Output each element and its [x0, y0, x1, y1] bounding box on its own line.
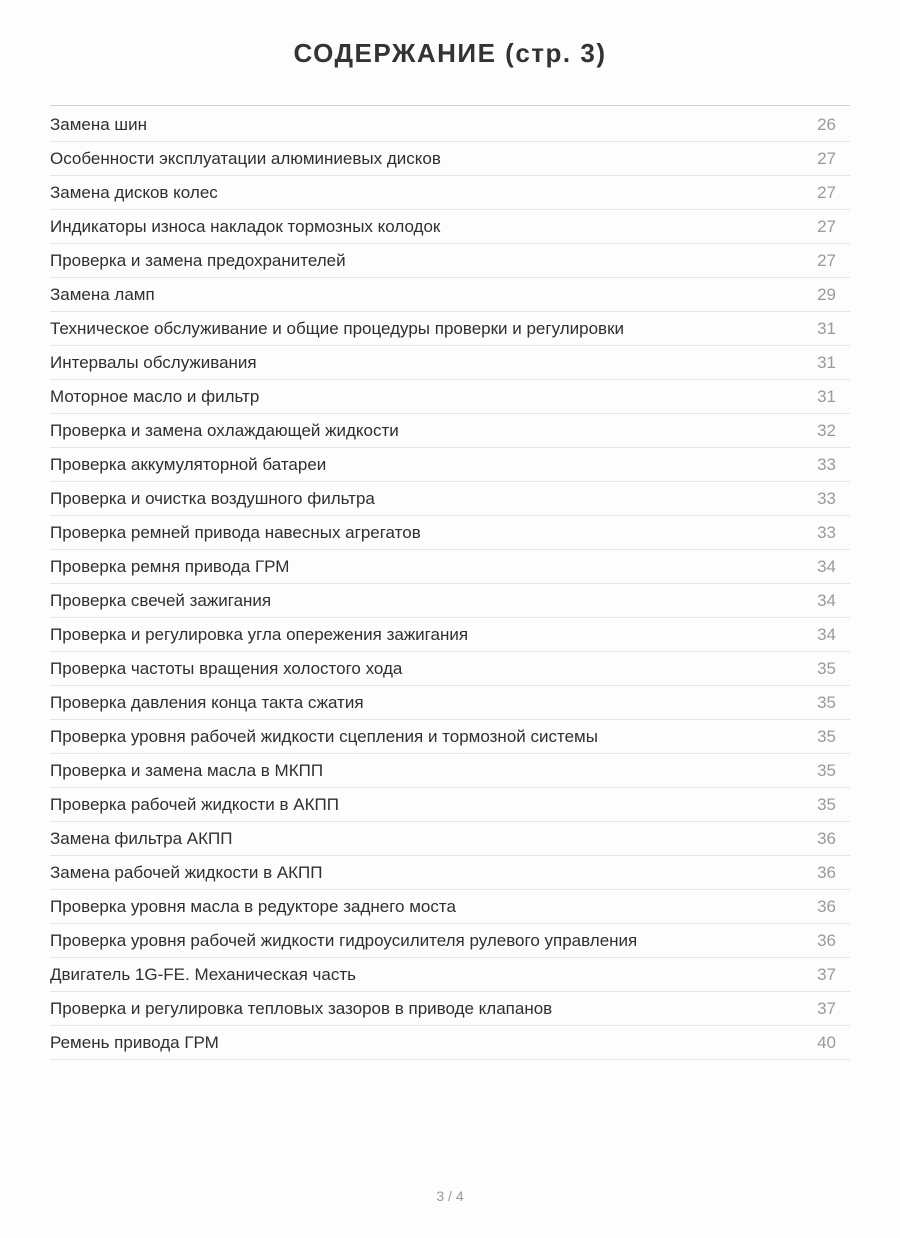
toc-entry-label: Особенности эксплуатации алюминиевых дисков	[50, 149, 441, 168]
toc-entry-label: Замена дисков колес	[50, 183, 218, 202]
toc-entry[interactable]	[50, 482, 850, 516]
toc-entry-label: Индикаторы износа накладок тормозных колодок	[50, 217, 441, 236]
title-divider	[50, 105, 850, 106]
toc-entry-label: Проверка и регулировка тепловых зазоров в приводе клапанов	[50, 999, 553, 1018]
toc-entry-page: 37	[817, 964, 836, 984]
toc-entry[interactable]	[50, 244, 850, 278]
toc-entry-page: 27	[817, 250, 836, 270]
toc-entry-page: 26	[817, 114, 836, 134]
toc-entry-page: 36	[817, 896, 836, 916]
toc-entry-label: Проверка уровня рабочей жидкости гидроусилителя рулевого управления	[50, 931, 638, 950]
toc-entry-label: Проверка свечей зажигания	[50, 591, 272, 610]
toc-entry-label: Проверка ремня привода ГРМ	[50, 557, 290, 576]
toc-entry-page: 35	[817, 760, 836, 780]
toc-entry[interactable]	[50, 890, 850, 924]
toc-list	[50, 108, 850, 1060]
toc-entry-label: Замена шин	[50, 115, 147, 134]
toc-entry[interactable]	[50, 754, 850, 788]
toc-entry-page: 32	[817, 420, 836, 440]
toc-entry-label: Проверка частоты вращения холостого хода	[50, 659, 403, 678]
toc-entry-label: Замена фильтра АКПП	[50, 829, 233, 848]
toc-entry[interactable]	[50, 720, 850, 754]
toc-entry-page: 36	[817, 828, 836, 848]
toc-entry-label: Интервалы обслуживания	[50, 353, 257, 372]
toc-entry-label: Замена рабочей жидкости в АКПП	[50, 863, 323, 882]
toc-entry[interactable]	[50, 584, 850, 618]
toc-entry-label: Проверка давления конца такта сжатия	[50, 693, 364, 712]
toc-entry[interactable]	[50, 108, 850, 142]
toc-entry-label: Проверка и замена охлаждающей жидкости	[50, 421, 399, 440]
toc-entry[interactable]	[50, 686, 850, 720]
toc-entry-page: 31	[817, 318, 836, 338]
toc-entry-page: 33	[817, 454, 836, 474]
toc-entry-page: 29	[817, 284, 836, 304]
toc-entry-page: 37	[817, 998, 836, 1018]
toc-entry-label: Проверка рабочей жидкости в АКПП	[50, 795, 339, 814]
toc-entry-label: Проверка и замена предохранителей	[50, 251, 346, 270]
toc-entry[interactable]	[50, 516, 850, 550]
toc-entry-page: 40	[817, 1032, 836, 1052]
toc-entry[interactable]	[50, 856, 850, 890]
toc-entry-page: 33	[817, 488, 836, 508]
toc-entry-page: 35	[817, 658, 836, 678]
toc-entry[interactable]	[50, 176, 850, 210]
toc-entry-page: 27	[817, 182, 836, 202]
toc-entry-page: 31	[817, 386, 836, 406]
toc-entry-label: Проверка и замена масла в МКПП	[50, 761, 324, 780]
toc-entry-page: 36	[817, 862, 836, 882]
toc-page	[0, 38, 900, 1060]
toc-entry-page: 35	[817, 794, 836, 814]
toc-entry[interactable]	[50, 958, 850, 992]
toc-entry-page: 34	[817, 624, 836, 644]
toc-entry-page: 27	[817, 148, 836, 168]
toc-entry[interactable]	[50, 618, 850, 652]
toc-entry[interactable]	[50, 312, 850, 346]
toc-entry-label: Проверка уровня рабочей жидкости сцепления и тормозной системы	[50, 727, 598, 746]
page-title: СОДЕРЖАНИЕ (стр. 3)	[293, 38, 607, 68]
toc-entry-page: 33	[817, 522, 836, 542]
toc-entry-page: 31	[817, 352, 836, 372]
toc-entry-page: 34	[817, 590, 836, 610]
toc-entry-label: Техническое обслуживание и общие процедуры проверки и регулировки	[50, 319, 625, 338]
toc-entry-page: 34	[817, 556, 836, 576]
toc-entry-label: Двигатель 1G-FE. Механическая часть	[50, 965, 356, 984]
toc-entry-page: 36	[817, 930, 836, 950]
toc-entry[interactable]	[50, 210, 850, 244]
toc-entry[interactable]	[50, 380, 850, 414]
toc-entry-label: Проверка и регулировка угла опережения зажигания	[50, 625, 469, 644]
toc-entry-label: Замена ламп	[50, 285, 155, 304]
toc-entry[interactable]	[50, 652, 850, 686]
toc-entry[interactable]	[50, 992, 850, 1026]
toc-entry-page: 35	[817, 692, 836, 712]
page-number: 3 / 4	[436, 1188, 464, 1204]
toc-entry-page: 27	[817, 216, 836, 236]
toc-entry-label: Проверка ремней привода навесных агрегатов	[50, 523, 421, 542]
toc-entry[interactable]	[50, 142, 850, 176]
toc-entry-label: Ремень привода ГРМ	[50, 1033, 219, 1052]
toc-entry-page: 35	[817, 726, 836, 746]
toc-entry[interactable]	[50, 822, 850, 856]
toc-entry[interactable]	[50, 414, 850, 448]
toc-entry[interactable]	[50, 278, 850, 312]
toc-entry-label: Проверка уровня масла в редукторе заднего моста	[50, 897, 456, 916]
toc-entry-label: Проверка и очистка воздушного фильтра	[50, 489, 375, 508]
toc-entry[interactable]	[50, 924, 850, 958]
toc-entry[interactable]	[50, 1026, 850, 1060]
toc-entry-label: Проверка аккумуляторной батареи	[50, 455, 327, 474]
toc-entry-label: Моторное масло и фильтр	[50, 387, 260, 406]
toc-entry[interactable]	[50, 448, 850, 482]
toc-entry[interactable]	[50, 788, 850, 822]
toc-entry[interactable]	[50, 346, 850, 380]
toc-entry[interactable]	[50, 550, 850, 584]
